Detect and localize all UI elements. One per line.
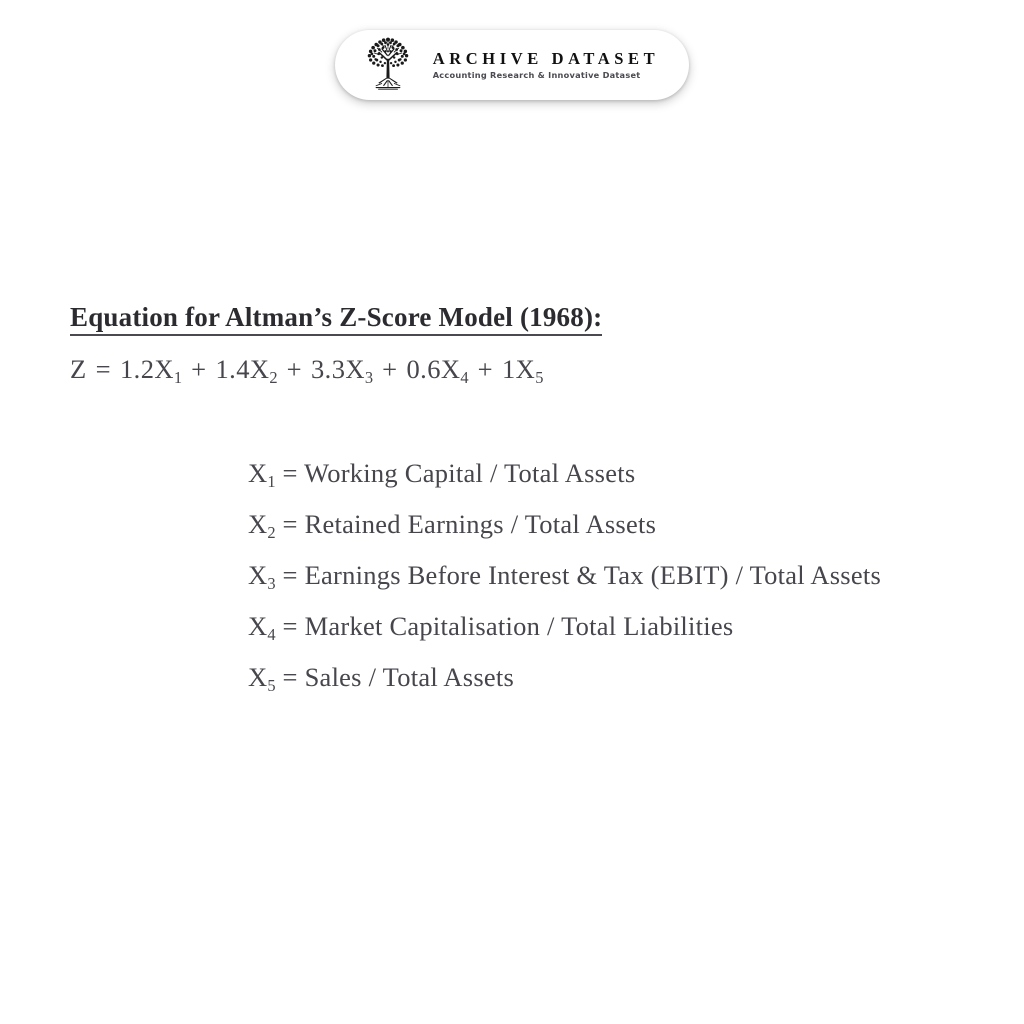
variable-definition-row [248,456,988,507]
brand-title: ARCHIVE DATASET [432,49,660,69]
variable-definition-row [248,507,988,558]
altman-z-score-equation [70,354,543,385]
equation-terms [120,354,544,387]
equation-operator: + [470,354,501,384]
equation-lhs: Z [70,354,87,384]
definition-numerator: Retained Earnings [304,509,504,539]
definition-variable: X [248,560,268,590]
variable-definition-row [248,609,988,660]
term-variable: X [440,354,461,384]
definition-numerator: Working Capital [304,458,484,488]
term-coefficient: 1.4 [215,354,250,384]
page-title: Equation for Altman’s Z-Score Model (1968): [70,303,602,336]
equation-operator: + [184,354,214,384]
term-subscript: 1 [173,367,183,387]
equation-term [215,354,278,387]
definition-denominator: Total Assets [524,509,657,539]
definition-denominator: Total Liabilities [561,611,734,641]
definition-subscript: 1 [267,471,276,491]
definition-variable: X [248,611,268,641]
definition-variable: X [248,509,268,539]
definition-numerator: Earnings Before Interest & Tax (EBIT) [304,560,729,590]
definition-variable: X [248,662,268,692]
term-variable: X [249,354,270,384]
definition-variable: X [248,458,268,488]
equation-term [120,354,183,387]
term-variable: X [154,354,174,384]
equation-term [311,354,374,387]
term-coefficient: 1.2 [120,354,155,384]
variable-definition-list [248,456,988,711]
definition-divider: / [540,611,562,641]
equation-equals: = [95,354,111,384]
definition-denominator: Total Assets [503,458,636,488]
term-coefficient: 0.6 [406,354,441,384]
definition-numerator: Sales [304,662,362,692]
variable-definition-row [248,660,988,711]
term-coefficient: 3.3 [311,354,346,384]
definition-subscript: 3 [267,573,276,593]
term-subscript: 3 [364,367,374,387]
definition-denominator: Total Assets [749,560,882,590]
brand-subtitle: Accounting Research & Innovative Dataset [432,69,641,80]
equation-operator: + [375,354,405,384]
term-variable: X [345,354,365,384]
definition-subscript: 5 [267,675,276,695]
definition-divider: / [728,560,750,590]
definition-numerator: Market Capitalisation [304,611,541,641]
definition-subscript: 2 [267,522,276,542]
term-subscript: 5 [535,367,544,387]
term-coefficient: 1 [502,354,516,384]
definition-divider: / [361,662,383,692]
equation-term [502,354,544,387]
definition-equals: = [275,509,305,539]
definition-denominator: Total Assets [382,662,515,692]
definition-equals: = [275,560,305,590]
definition-equals: = [275,662,305,692]
variable-definition-row [248,558,988,609]
term-variable: X [515,354,536,384]
equation-term [406,354,469,387]
term-subscript: 2 [269,367,278,387]
definition-equals: = [275,611,305,641]
definition-subscript: 4 [267,624,276,644]
definition-divider: / [503,509,525,539]
equation-operator: + [279,354,310,384]
term-subscript: 4 [460,367,469,387]
definition-divider: / [483,458,504,488]
definition-equals: = [275,458,305,488]
